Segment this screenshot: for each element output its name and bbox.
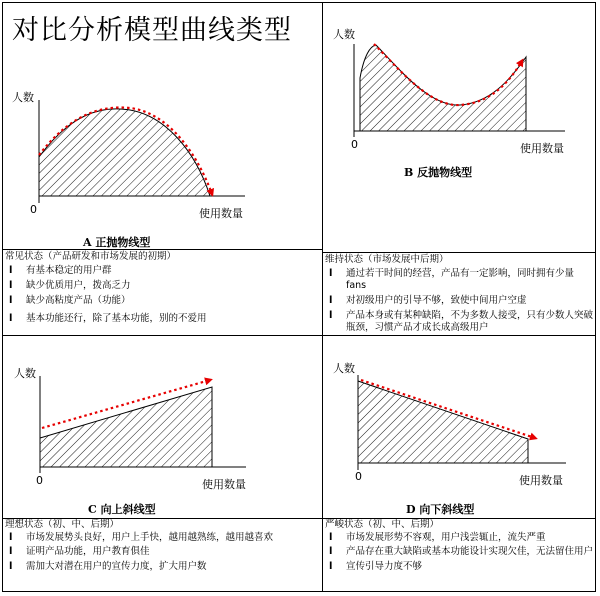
list-item: l 需加大对潜在用户的宣传力度，扩大用户数: [9, 561, 207, 572]
panel-c-x-label: 使用数量: [202, 478, 246, 491]
panel-b-origin: 0: [351, 138, 358, 151]
panel-d-origin: 0: [355, 470, 362, 483]
panel-c-caption: C 向上斜线型: [88, 503, 156, 516]
panel-b-x-label: 使用数量: [520, 142, 564, 155]
panel-a-area: [39, 109, 210, 196]
panel-b-y-label: 人数: [333, 28, 355, 41]
panel-c-origin: 0: [36, 474, 43, 487]
list-item: l 通过若干时间的经营，产品有一定影响，同时拥有少量fans: [329, 268, 575, 291]
list-item: l 有基本稳定的用户群: [9, 265, 112, 276]
panel-d-chart: [358, 375, 566, 470]
list-item: l 市场发展势头良好，用户上手快，越用越熟练，越用越喜欢: [9, 532, 274, 543]
panel-a-origin: 0: [30, 203, 37, 216]
list-item: l 产品本身或有某种缺陷，不为多数人接受，只有少数人突破瓶颈，习惯产品才成长成高级用户: [329, 310, 594, 333]
panel-d-y-label: 人数: [333, 362, 355, 375]
list-item: l 证明产品功能，用户教育俱佳: [9, 546, 150, 557]
page-title: 对比分析模型曲线类型: [12, 15, 292, 46]
list-item: l 对初级用户的引导不够，致使中间用户空虚: [329, 295, 527, 306]
panel-a-caption: A 正抛物线型: [83, 236, 151, 249]
list-item: l 宣传引导力度不够: [329, 561, 423, 572]
panel-c-chart: [40, 376, 246, 473]
panel-d-x-label: 使用数量: [519, 474, 563, 487]
panel-d-caption: D 向下斜线型: [406, 503, 475, 516]
panel-a-chart: [39, 100, 245, 203]
panel-a-y-label: 人数: [12, 91, 34, 104]
panel-d-status-title: 严峻状态（初、中、后期）: [325, 519, 440, 530]
panel-c-area: [40, 387, 212, 467]
panel-a-status-title: 常见状态（产品研发和市场发展的初期）: [5, 251, 177, 262]
panel-b-area: [360, 45, 526, 131]
panel-c-description: [5, 519, 275, 573]
panel-d-description: [325, 519, 593, 573]
list-item: l 产品存在重大缺陷或基本功能设计实现欠佳，无法留住用户: [329, 546, 594, 557]
panel-b-chart: [354, 44, 565, 137]
panel-a-description: [5, 251, 319, 325]
panel-b-caption: B 反抛物线型: [404, 166, 473, 179]
panel-b-description: [325, 254, 593, 334]
list-item: l 缺少高粘度产品（功能）: [9, 295, 131, 306]
panel-a-x-label: 使用数量: [199, 207, 243, 220]
panel-b-status-title: 维持状态（市场发展中后期）: [325, 254, 449, 265]
list-item: l 缺少优质用户，拨高乏力: [9, 280, 131, 291]
list-item: l 市场发展形势不容观，用户浅尝辄止，流失严重: [329, 532, 546, 543]
panel-c-y-label: 人数: [14, 367, 36, 380]
list-item: l 基本功能还行，除了基本功能，别的不爱用: [9, 313, 207, 324]
panel-c-status-title: 理想状态（初、中、后期）: [5, 519, 120, 530]
panel-d-area: [358, 381, 528, 463]
